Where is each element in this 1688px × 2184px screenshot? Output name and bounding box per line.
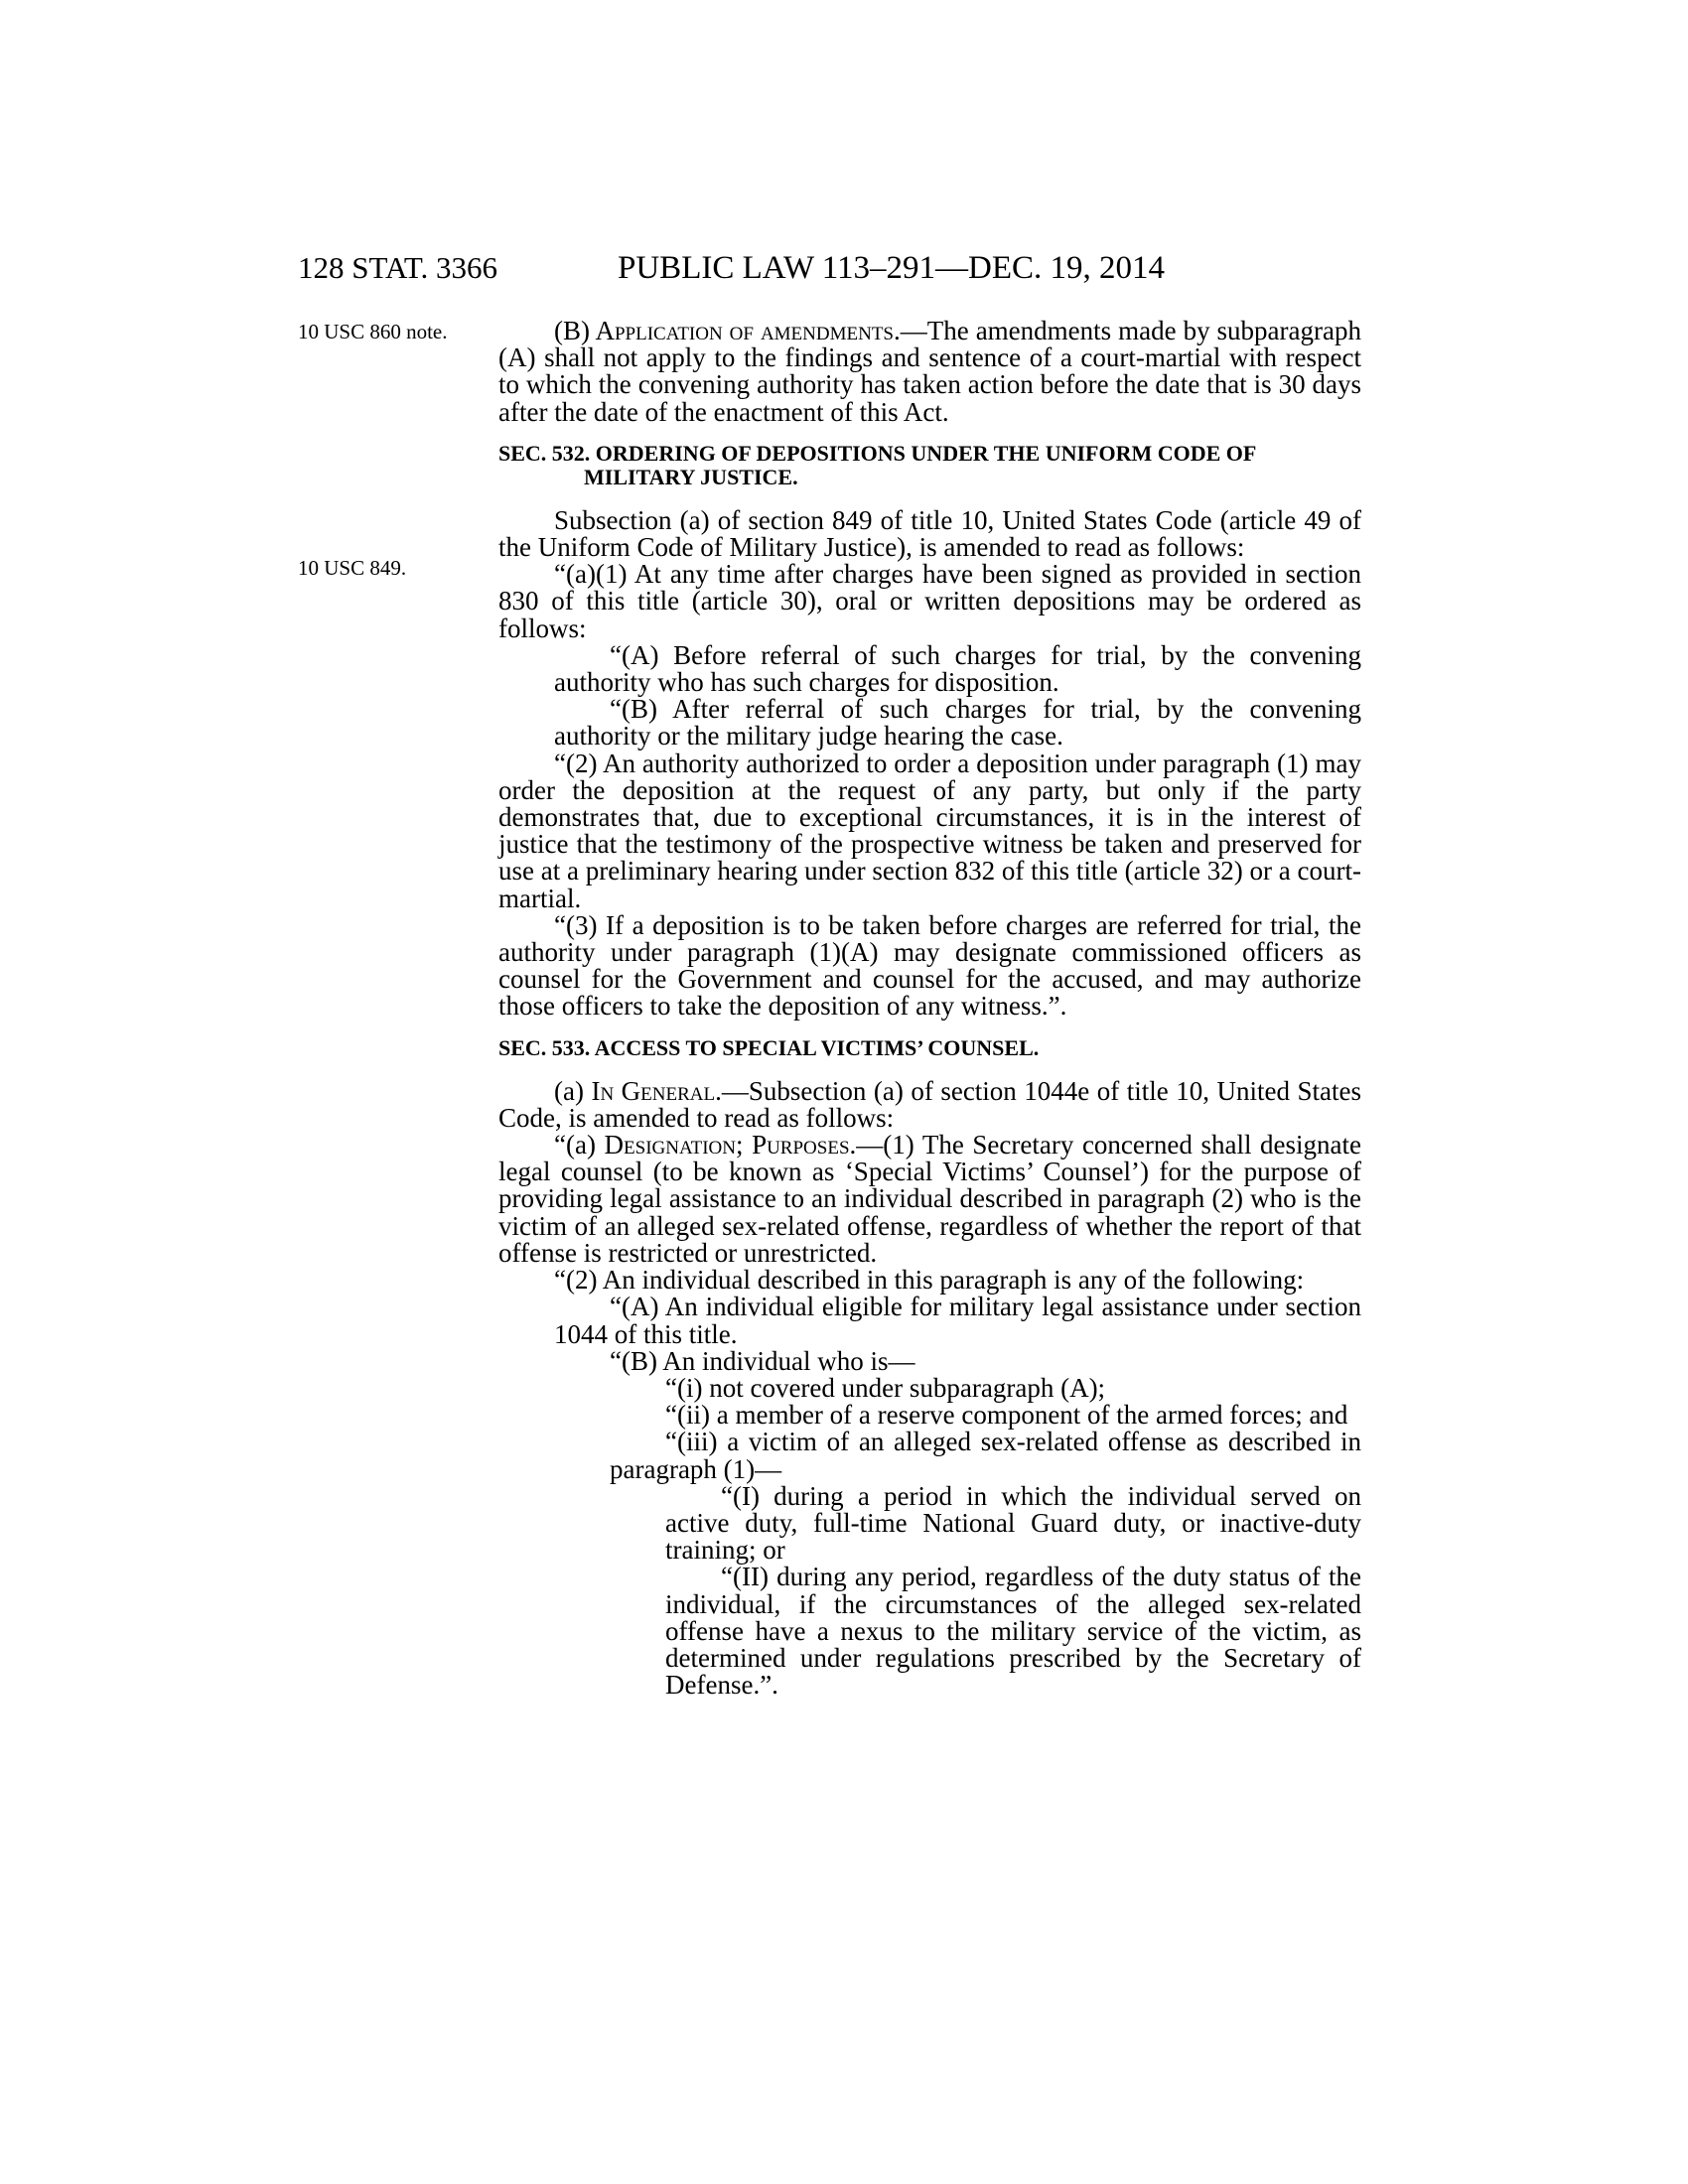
section-533-subsection-a: (a) In General.—Subsection (a) of section 1044e of title 10, United States Code, is amended to read as follows: <box>498 1075 1361 1133</box>
margin-note-usc-860: 10 USC 860 note. <box>298 320 448 343</box>
running-header: PUBLIC LAW 113–291—DEC. 19, 2014 <box>618 250 1166 286</box>
subparagraph-text: —The amendments made by subparagraph (A) shall not apply to the findings and sentence of a court-martial with respect to which the convening authority has taken action before the date that is 30 days after the date of the enactment of this Act. <box>498 316 1361 427</box>
section-532-paragraph-3: “(3) If a deposition is to be taken before charges are referred for trial, the authority under paragraph (1)(A) may designate commissioned officers as counsel for the Government and counsel for the accused, and may authorize those officers to take the deposition of any witness.”. <box>498 909 1361 1022</box>
designation-heading: Designation; Purposes. <box>604 1130 857 1160</box>
section-533-clause-ii: “(ii) a member of a reserve component of the armed forces; and <box>665 1400 1348 1431</box>
section-533-designation: “(a) Designation; Purposes.—(1) The Secretary concerned shall designate legal counsel (to be known as ‘Special Victims’ Counsel’) for the purpose of providing legal assistance to an individual described in paragraph (2) who is the victim of an alleged sex-related offense, regardless of whether the report of that offense is restricted or unrestricted. <box>498 1130 1362 1268</box>
subparagraph-heading: (B) Application of amendments. <box>554 316 901 345</box>
subsection-text: —Subsection (a) of section 1044e of title 10, United States Code, is amended to read as follows: <box>498 1075 1361 1133</box>
section-532-paragraph-2: “(2) An authority authorized to order a deposition under paragraph (1) may order the deposition at the request of any party, but only if the party demonstrates that, due to exceptional circumstances, it is in the interest of justice that the testimony of the prospective witness be taken and preserved for use at a preliminary hearing under section 832 of this title (article 32) or a court-martial. <box>498 748 1361 913</box>
section-533-paragraph-2: “(2) An individual described in this paragraph is any of the following: <box>554 1265 1305 1296</box>
section-533-heading: SEC. 533. ACCESS TO SPECIAL VICTIMS’ COUNSEL. <box>498 1034 1040 1060</box>
section-532-heading: SEC. 532. ORDERING OF DEPOSITIONS UNDER THE UNIFORM CODE OF MILITARY JUSTICE. <box>498 440 1256 489</box>
section-533-clause-i: “(i) not covered under subparagraph (A); <box>665 1372 1106 1403</box>
statute-page-number: 128 STAT. 3366 <box>298 250 498 285</box>
section-533-clause-iii: “(iii) a victim of an alleged sex-related offense as described in paragraph (1)— <box>610 1427 1361 1484</box>
section-532-subparagraph-B: “(B) After referral of such charges for trial, by the convening authority or the military judge hearing the case. <box>554 694 1361 751</box>
designation-text: —(1) The Secretary concerned shall designate legal counsel (to be known as ‘Special Victims’ Counsel’) for the purpose of providing legal assistance to an individual described in paragraph (2) who is the victim of an alleged sex-related offense, regardless of whether the report of that offense is restricted or unrestricted. <box>498 1130 1362 1268</box>
section-532-subparagraph-A: “(A) Before referral of such charges for trial, by the convening authority who has such charges for disposition. <box>554 639 1361 698</box>
section-533-subclause-I: “(I) during a period in which the individual served on active duty, full-time National Guard duty, or inactive-duty training; or <box>665 1480 1361 1566</box>
subsection-heading: In General. <box>591 1075 722 1106</box>
section-533-subparagraph-A: “(A) An individual eligible for military legal assistance under section 1044 of this title. <box>554 1292 1361 1349</box>
document-body <box>498 318 1361 1699</box>
section-533-subclause-II: “(II) during any period, regardless of the duty status of the individual, if the circumstances of the alleged sex-related offense have a nexus to the military service of the victim, as determined under regulations prescribed by the Secretary of Defense.”. <box>665 1562 1361 1701</box>
margin-note-usc-849: 10 USC 849. <box>298 556 407 580</box>
paragraph-application-of-amendments <box>498 318 1361 426</box>
section-532-paragraph-a1: “(a)(1) At any time after charges have been signed as provided in section 830 of this title (article 30), oral or written depositions may be ordered as follows: <box>498 559 1361 643</box>
section-532-intro: Subsection (a) of section 849 of title 10, United States Code (article 49 of the Uniform Code of Military Justice), is amended to read as follows: <box>498 504 1361 563</box>
section-533-subparagraph-B: “(B) An individual who is— <box>610 1345 915 1376</box>
